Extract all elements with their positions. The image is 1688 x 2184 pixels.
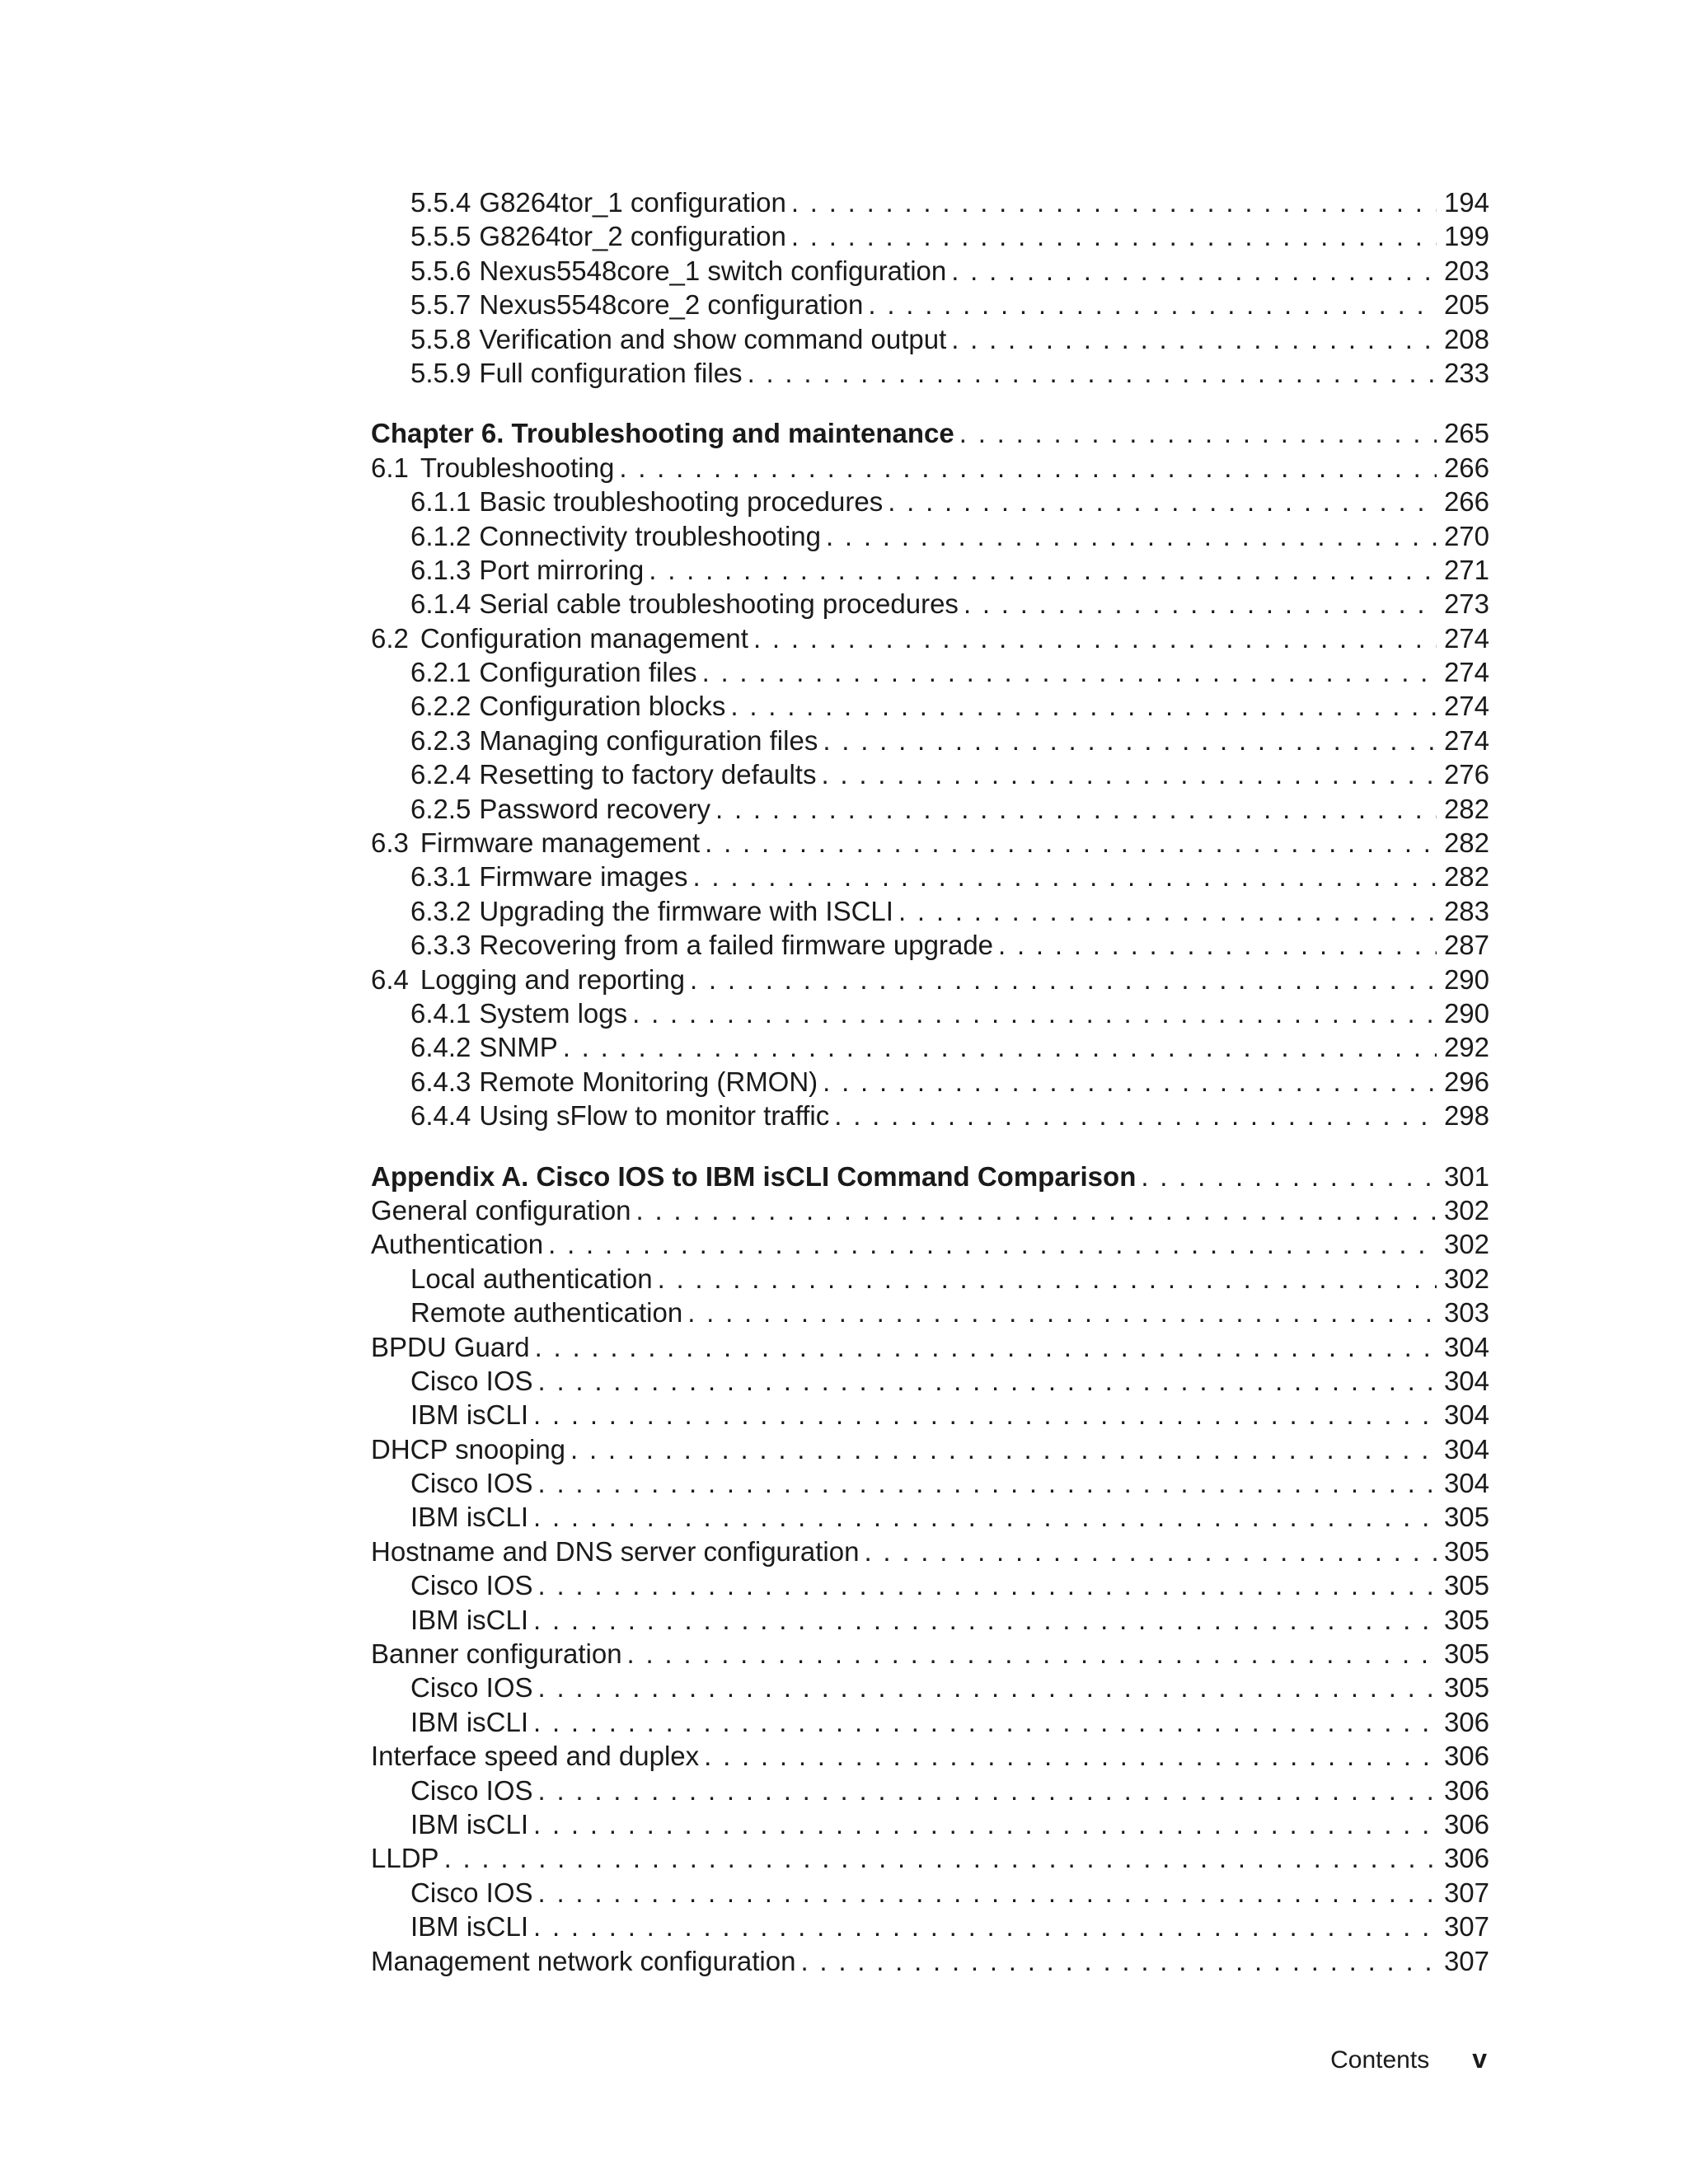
dot-leader — [538, 1671, 1437, 1704]
dot-leader — [538, 1876, 1437, 1910]
toc-entry-page: 282 — [1443, 827, 1489, 859]
dot-leader — [687, 1296, 1437, 1329]
toc-entry-page: 306 — [1443, 1808, 1489, 1840]
toc-entry-title: Configuration blocks — [479, 691, 726, 722]
toc-entry-number: 5.5.9 — [410, 357, 471, 388]
dot-leader — [964, 587, 1437, 621]
toc-entry-number: 6.1.3 — [410, 554, 471, 585]
toc-entry[interactable] — [371, 826, 1489, 860]
toc-entry-title: Serial cable troubleshooting procedures — [479, 588, 959, 620]
dot-leader — [826, 519, 1437, 553]
toc-entry-title: Configuration files — [479, 657, 697, 688]
dot-leader — [563, 1030, 1437, 1064]
toc-entry-page: 276 — [1443, 759, 1489, 790]
toc-entry[interactable] — [371, 288, 1489, 321]
toc-entry-page: 274 — [1443, 724, 1489, 756]
toc-entry-title: Nexus5548core_1 switch configuration — [479, 255, 947, 286]
toc-entry[interactable] — [371, 485, 1489, 518]
toc-entry-title: IBM isCLI — [410, 1604, 529, 1635]
toc-entry-page: 305 — [1443, 1672, 1489, 1704]
dot-leader — [533, 1807, 1437, 1841]
toc-entry[interactable] — [371, 1944, 1489, 1978]
toc-entry[interactable] — [371, 1160, 1489, 1193]
toc-entry-page: 296 — [1443, 1066, 1489, 1097]
dot-leader — [715, 792, 1437, 826]
toc-entry-page: 305 — [1443, 1570, 1489, 1601]
toc-entry-page: 290 — [1443, 997, 1489, 1029]
toc-entry-title: Port mirroring — [479, 554, 645, 585]
footer-page-number: v — [1472, 2044, 1487, 2074]
toc-entry-page: 205 — [1443, 289, 1489, 321]
toc-entry-page: 304 — [1443, 1433, 1489, 1465]
toc-entry[interactable] — [371, 1296, 1489, 1329]
toc-entry-page: 271 — [1443, 554, 1489, 585]
dot-leader — [951, 254, 1437, 288]
dot-leader — [959, 416, 1437, 450]
dot-leader — [704, 1739, 1437, 1773]
toc-entry-title: Authentication — [371, 1229, 544, 1260]
toc-entry-page: 304 — [1443, 1365, 1489, 1396]
toc-entry-title: Nexus5548core_2 configuration — [479, 289, 864, 321]
dot-leader — [548, 1227, 1437, 1261]
dot-leader — [690, 963, 1437, 996]
dot-leader — [570, 1432, 1437, 1466]
dot-leader — [702, 655, 1437, 689]
toc-entry-number: 6.2.4 — [410, 759, 471, 790]
toc-entry-page: 298 — [1443, 1100, 1489, 1132]
toc-entry-number: 6.3.3 — [410, 930, 471, 961]
toc-entry-number: 6.2.1 — [410, 657, 471, 688]
toc-entry-page: 303 — [1443, 1297, 1489, 1329]
table-of-contents — [371, 185, 1489, 1978]
toc-entry-page: 306 — [1443, 1706, 1489, 1737]
toc-entry[interactable] — [371, 1030, 1489, 1064]
toc-entry[interactable] — [371, 1262, 1489, 1296]
toc-entry-page: 287 — [1443, 930, 1489, 961]
dot-leader — [627, 1637, 1437, 1671]
toc-entry-number: 6.4.3 — [410, 1066, 471, 1097]
toc-entry-number: 6.2.2 — [410, 691, 471, 722]
dot-leader — [649, 553, 1437, 587]
toc-entry-title: General configuration — [371, 1194, 631, 1226]
toc-entry[interactable] — [371, 963, 1489, 996]
toc-entry-title: Firmware images — [479, 861, 688, 893]
toc-entry-title: Remote authentication — [410, 1297, 683, 1329]
toc-entry[interactable] — [371, 655, 1489, 689]
toc-entry-title: Managing configuration files — [479, 724, 818, 756]
toc-entry-title: Interface speed and duplex — [371, 1741, 700, 1772]
toc-entry-number: 6.4.4 — [410, 1100, 471, 1132]
toc-entry-title: IBM isCLI — [410, 1808, 529, 1840]
dot-leader — [538, 1466, 1437, 1500]
toc-entry-page: 265 — [1443, 418, 1489, 449]
toc-entry-number: 6.3 — [371, 827, 409, 859]
dot-leader — [692, 860, 1437, 893]
toc-entry-title: IBM isCLI — [410, 1502, 529, 1533]
toc-entry[interactable] — [371, 689, 1489, 723]
toc-entry[interactable] — [371, 1671, 1489, 1704]
toc-entry-number: 6.4 — [371, 963, 409, 995]
toc-entry[interactable] — [371, 1705, 1489, 1739]
dot-leader — [823, 1065, 1437, 1099]
toc-entry-page: 305 — [1443, 1604, 1489, 1635]
toc-entry-page: 290 — [1443, 963, 1489, 995]
toc-entry[interactable] — [371, 553, 1489, 587]
toc-entry[interactable] — [371, 1637, 1489, 1671]
toc-entry[interactable] — [371, 1774, 1489, 1807]
toc-entry-page: 282 — [1443, 861, 1489, 893]
toc-entry-title: Configuration management — [420, 622, 748, 654]
dot-leader — [730, 689, 1437, 723]
toc-entry[interactable] — [371, 1876, 1489, 1910]
toc-entry-page: 302 — [1443, 1194, 1489, 1226]
toc-entry-number: 5.5.7 — [410, 289, 471, 321]
toc-entry-page: 304 — [1443, 1331, 1489, 1362]
toc-entry[interactable] — [371, 587, 1489, 621]
toc-entry-page: 203 — [1443, 255, 1489, 286]
toc-entry-number: 5.5.8 — [410, 323, 471, 354]
toc-entry[interactable] — [371, 757, 1489, 791]
dot-leader — [538, 1568, 1437, 1602]
dot-leader — [834, 1099, 1437, 1132]
dot-leader — [1141, 1160, 1437, 1193]
toc-entry-page: 266 — [1443, 486, 1489, 518]
toc-entry-page: 273 — [1443, 588, 1489, 620]
toc-entry-title: G8264tor_1 configuration — [479, 187, 786, 218]
toc-entry-page: 282 — [1443, 793, 1489, 824]
toc-entry-title: Cisco IOS — [410, 1672, 533, 1704]
toc-entry-title: BPDU Guard — [371, 1331, 530, 1362]
dot-leader — [951, 322, 1437, 356]
toc-entry-page: 233 — [1443, 357, 1489, 388]
toc-entry-number: 5.5.4 — [410, 187, 471, 218]
toc-entry[interactable] — [371, 1500, 1489, 1534]
toc-entry[interactable] — [371, 792, 1489, 826]
dot-leader — [533, 1603, 1437, 1637]
toc-entry[interactable] — [371, 416, 1489, 450]
toc-entry-title: Using sFlow to monitor traffic — [479, 1100, 830, 1132]
toc-entry[interactable] — [371, 1739, 1489, 1773]
dot-leader — [533, 1705, 1437, 1739]
toc-entry-title: IBM isCLI — [410, 1706, 529, 1737]
toc-entry-page: 302 — [1443, 1263, 1489, 1294]
dot-leader — [998, 928, 1437, 962]
toc-entry-title: System logs — [479, 997, 628, 1029]
footer-section-label: Contents — [1330, 2046, 1430, 2074]
toc-entry-title: Connectivity troubleshooting — [479, 520, 821, 551]
toc-entry-page: 283 — [1443, 895, 1489, 926]
toc-entry-title: Logging and reporting — [420, 963, 685, 995]
dot-leader — [538, 1774, 1437, 1807]
toc-entry[interactable] — [371, 1568, 1489, 1602]
toc-entry-number: 6.3.1 — [410, 861, 471, 893]
dot-leader — [533, 1910, 1437, 1943]
toc-entry[interactable] — [371, 219, 1489, 253]
toc-entry-page: 199 — [1443, 221, 1489, 252]
dot-leader — [898, 894, 1437, 928]
toc-entry-title: Full configuration files — [479, 357, 743, 388]
dot-leader — [538, 1364, 1437, 1398]
toc-entry-title: Local authentication — [410, 1263, 653, 1294]
toc-entry[interactable] — [371, 1193, 1489, 1227]
toc-entry-title: Appendix A. Cisco IOS to IBM isCLI Command Comparison — [371, 1160, 1137, 1192]
toc-entry-page: 306 — [1443, 1774, 1489, 1806]
toc-entry-number: 6.2 — [371, 622, 409, 654]
toc-entry[interactable] — [371, 1432, 1489, 1466]
dot-leader — [791, 185, 1437, 219]
toc-entry-title: Cisco IOS — [410, 1365, 533, 1396]
dot-leader — [748, 356, 1437, 390]
dot-leader — [868, 288, 1437, 321]
toc-entry[interactable] — [371, 1065, 1489, 1099]
dot-leader — [619, 451, 1437, 485]
toc-entry-page: 194 — [1443, 187, 1489, 218]
toc-entry[interactable] — [371, 1099, 1489, 1132]
dot-leader — [800, 1944, 1437, 1978]
toc-entry[interactable] — [371, 519, 1489, 553]
toc-entry-title: Basic troubleshooting procedures — [479, 486, 884, 518]
toc-entry[interactable] — [371, 621, 1489, 655]
toc-entry-number: 6.1 — [371, 452, 409, 483]
toc-entry-number: 6.3.2 — [410, 895, 471, 926]
toc-entry-page: 306 — [1443, 1741, 1489, 1772]
toc-entry[interactable] — [371, 1398, 1489, 1432]
toc-entry-title: Cisco IOS — [410, 1774, 533, 1806]
dot-leader — [864, 1535, 1437, 1568]
toc-entry-title: IBM isCLI — [410, 1911, 529, 1943]
toc-entry-title: Remote Monitoring (RMON) — [479, 1066, 818, 1097]
dot-leader — [533, 1398, 1437, 1432]
toc-entry-title: Cisco IOS — [410, 1877, 533, 1908]
toc-entry[interactable] — [371, 185, 1489, 219]
toc-entry-page: 270 — [1443, 520, 1489, 551]
toc-entry-page: 274 — [1443, 622, 1489, 654]
toc-entry[interactable] — [371, 356, 1489, 390]
toc-entry-page: 307 — [1443, 1877, 1489, 1908]
toc-entry-title: Cisco IOS — [410, 1468, 533, 1499]
dot-leader — [821, 757, 1437, 791]
toc-entry-page: 305 — [1443, 1638, 1489, 1670]
dot-leader — [533, 1500, 1437, 1534]
dot-leader — [444, 1841, 1437, 1875]
toc-entry-page: 266 — [1443, 452, 1489, 483]
toc-entry-number: 6.1.4 — [410, 588, 471, 620]
dot-leader — [791, 219, 1437, 253]
toc-entry-title: Upgrading the firmware with ISCLI — [479, 895, 893, 926]
toc-entry-title: Cisco IOS — [410, 1570, 533, 1601]
toc-entry[interactable] — [371, 1466, 1489, 1500]
toc-entry-page: 302 — [1443, 1229, 1489, 1260]
toc-entry-number: 5.5.5 — [410, 221, 471, 252]
toc-entry[interactable] — [371, 996, 1489, 1030]
toc-entry-title: Chapter 6. Troubleshooting and maintenance — [371, 418, 954, 449]
toc-entry[interactable] — [371, 724, 1489, 757]
toc-entry-title: DHCP snooping — [371, 1433, 566, 1465]
toc-entry-title: Troubleshooting — [420, 452, 615, 483]
toc-entry[interactable] — [371, 1364, 1489, 1398]
dot-leader — [888, 485, 1437, 518]
toc-entry-number: 6.2.5 — [410, 793, 471, 824]
dot-leader — [535, 1330, 1437, 1364]
toc-entry[interactable] — [371, 322, 1489, 356]
toc-entry-page: 274 — [1443, 657, 1489, 688]
toc-entry-number: 6.2.3 — [410, 724, 471, 756]
toc-entry-title: Resetting to factory defaults — [479, 759, 817, 790]
toc-entry[interactable] — [371, 860, 1489, 893]
dot-leader — [753, 621, 1437, 655]
dot-leader — [705, 826, 1437, 860]
dot-leader — [636, 1193, 1437, 1227]
toc-entry-page: 307 — [1443, 1945, 1489, 1976]
toc-entry-title: Management network configuration — [371, 1945, 796, 1976]
toc-entry-title: Banner configuration — [371, 1638, 622, 1670]
dot-leader — [658, 1262, 1437, 1296]
toc-entry-title: Firmware management — [420, 827, 701, 859]
toc-entry-title: SNMP — [479, 1032, 558, 1063]
toc-entry-page: 208 — [1443, 323, 1489, 354]
toc-entry[interactable] — [371, 928, 1489, 962]
toc-entry-title: IBM isCLI — [410, 1399, 529, 1431]
toc-entry-number: 6.4.1 — [410, 997, 471, 1029]
toc-entry-title: Verification and show command output — [479, 323, 947, 354]
toc-entry-page: 305 — [1443, 1535, 1489, 1567]
toc-entry-title: LLDP — [371, 1843, 439, 1874]
toc-entry-number: 6.1.2 — [410, 520, 471, 551]
toc-entry[interactable] — [371, 1807, 1489, 1841]
toc-entry[interactable] — [371, 1535, 1489, 1568]
toc-entry-page: 306 — [1443, 1843, 1489, 1874]
toc-entry[interactable] — [371, 1330, 1489, 1364]
toc-entry-page: 301 — [1443, 1160, 1489, 1192]
toc-entry[interactable] — [371, 451, 1489, 485]
toc-entry[interactable] — [371, 894, 1489, 928]
toc-entry[interactable] — [371, 1910, 1489, 1943]
toc-entry-number: 6.4.2 — [410, 1032, 471, 1063]
dot-leader — [632, 996, 1437, 1030]
toc-entry-page: 304 — [1443, 1468, 1489, 1499]
toc-entry-page: 292 — [1443, 1032, 1489, 1063]
toc-entry-title: Recovering from a failed firmware upgrade — [479, 930, 994, 961]
toc-entry-number: 6.1.1 — [410, 486, 471, 518]
toc-entry-title: G8264tor_2 configuration — [479, 221, 786, 252]
toc-entry-page: 274 — [1443, 691, 1489, 722]
page-footer — [1330, 2044, 1487, 2074]
toc-entry-page: 305 — [1443, 1502, 1489, 1533]
toc-entry-page: 304 — [1443, 1399, 1489, 1431]
toc-entry-title: Hostname and DNS server configuration — [371, 1535, 860, 1567]
toc-entry[interactable] — [371, 1603, 1489, 1637]
toc-entry[interactable] — [371, 1227, 1489, 1261]
toc-entry-page: 307 — [1443, 1911, 1489, 1943]
toc-entry-title: Password recovery — [479, 793, 711, 824]
toc-entry[interactable] — [371, 1841, 1489, 1875]
toc-entry[interactable] — [371, 254, 1489, 288]
toc-entry-number: 5.5.6 — [410, 255, 471, 286]
dot-leader — [823, 724, 1437, 757]
